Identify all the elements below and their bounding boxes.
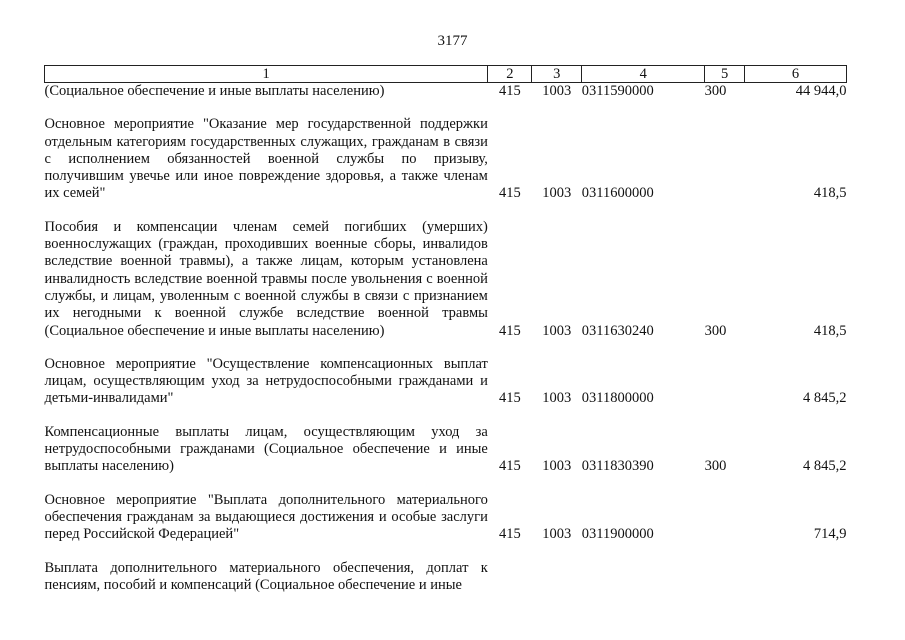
row-section-code: 1003 — [542, 390, 572, 407]
row-expense-type — [705, 340, 745, 408]
row-name: Основное мероприятие "Оказание мер государственной поддержки отдельным категориям государственных служащих, гражданам в связи с исполнением обязанностей военной службы по призыву, получившим увечье или иное повреждение здоровья, а также членам их семей" — [44, 116, 488, 202]
row-target-article: 0311630240 — [581, 322, 654, 339]
header-col-1: 1 — [45, 66, 488, 83]
row-target-article: 0311900000 — [581, 526, 654, 543]
row-target-article: 0311590000 — [581, 83, 654, 99]
table-row — [45, 544, 847, 595]
row-name: Основное мероприятие "Выплата дополнительного материального обеспечения гражданам за выдающиеся достижения и особые заслуги перед Российской Федерацией" — [44, 491, 488, 543]
row-name: Основное мероприятие "Осуществление компенсационных выплат лицам, осуществляющим уход за нетрудоспособными гражданами и детьми-инвалидами" — [44, 355, 488, 407]
row-section-code: 1003 — [542, 458, 572, 475]
row-expense-type — [705, 100, 745, 202]
row-ministry-code: 415 — [498, 390, 521, 407]
budget-table — [44, 65, 847, 594]
row-expense-type: 300 — [704, 83, 727, 99]
table-row — [45, 408, 847, 476]
row-ministry-code: 415 — [498, 83, 521, 99]
row-name: (Социальное обеспечение и иные выплаты населению) — [44, 83, 385, 99]
table-row — [45, 83, 847, 101]
row-amount: 714,9 — [813, 526, 847, 543]
row-expense-type: 300 — [704, 458, 727, 475]
row-ministry-code: 415 — [498, 322, 521, 339]
row-amount: 4 845,2 — [803, 458, 847, 475]
row-section-code: 1003 — [542, 526, 572, 543]
row-section-code — [532, 544, 582, 595]
row-amount: 44 944,0 — [795, 83, 847, 99]
table-row — [45, 340, 847, 408]
header-row — [45, 66, 847, 83]
row-ministry-code: 415 — [498, 458, 521, 475]
row-section-code: 1003 — [542, 83, 572, 99]
row-ministry-code: 415 — [498, 526, 521, 543]
row-amount: 418,5 — [813, 185, 847, 202]
row-expense-type — [705, 544, 745, 595]
row-amount: 4 845,2 — [803, 390, 847, 407]
table-row — [45, 203, 847, 340]
row-target-article: 0311800000 — [581, 390, 654, 407]
row-expense-type: 300 — [704, 322, 727, 339]
row-amount — [745, 544, 847, 595]
header-col-6: 6 — [745, 66, 847, 83]
row-amount: 418,5 — [813, 322, 847, 339]
header-col-5: 5 — [705, 66, 745, 83]
table-row — [45, 100, 847, 202]
row-expense-type — [705, 476, 745, 544]
row-section-code: 1003 — [542, 322, 572, 339]
row-target-article: 0311600000 — [581, 185, 654, 202]
table-row — [45, 476, 847, 544]
row-name: Пособия и компенсации членам семей погибших (умерших) военнослужащих (граждан, проходивших военные сборы, инвалидов вследствие военной травмы), а также лицам, которым установлена инвалидность вследствие военной травмы после увольнения с военной службы, и лицам, уволенным с военной службы в связи с признанием их негодными к военной службе вследствие военной травмы (Социальное обеспечение и иные выплаты населению) — [44, 218, 488, 339]
row-section-code: 1003 — [542, 185, 572, 202]
row-ministry-code — [488, 544, 532, 595]
row-target-article — [582, 544, 705, 595]
header-col-3: 3 — [532, 66, 582, 83]
row-name: Выплата дополнительного материального обеспечения, доплат к пенсиям, пособий и компенсаций (Социальное обеспечение и иные — [44, 559, 488, 593]
header-col-4: 4 — [582, 66, 705, 83]
row-name: Компенсационные выплаты лицам, осуществляющим уход за нетрудоспособными гражданами (Социальное обеспечение и иные выплаты населению) — [44, 423, 488, 475]
row-target-article: 0311830390 — [581, 458, 654, 475]
row-ministry-code: 415 — [498, 185, 521, 202]
page-number: 3177 — [437, 33, 468, 49]
header-col-2: 2 — [488, 66, 532, 83]
